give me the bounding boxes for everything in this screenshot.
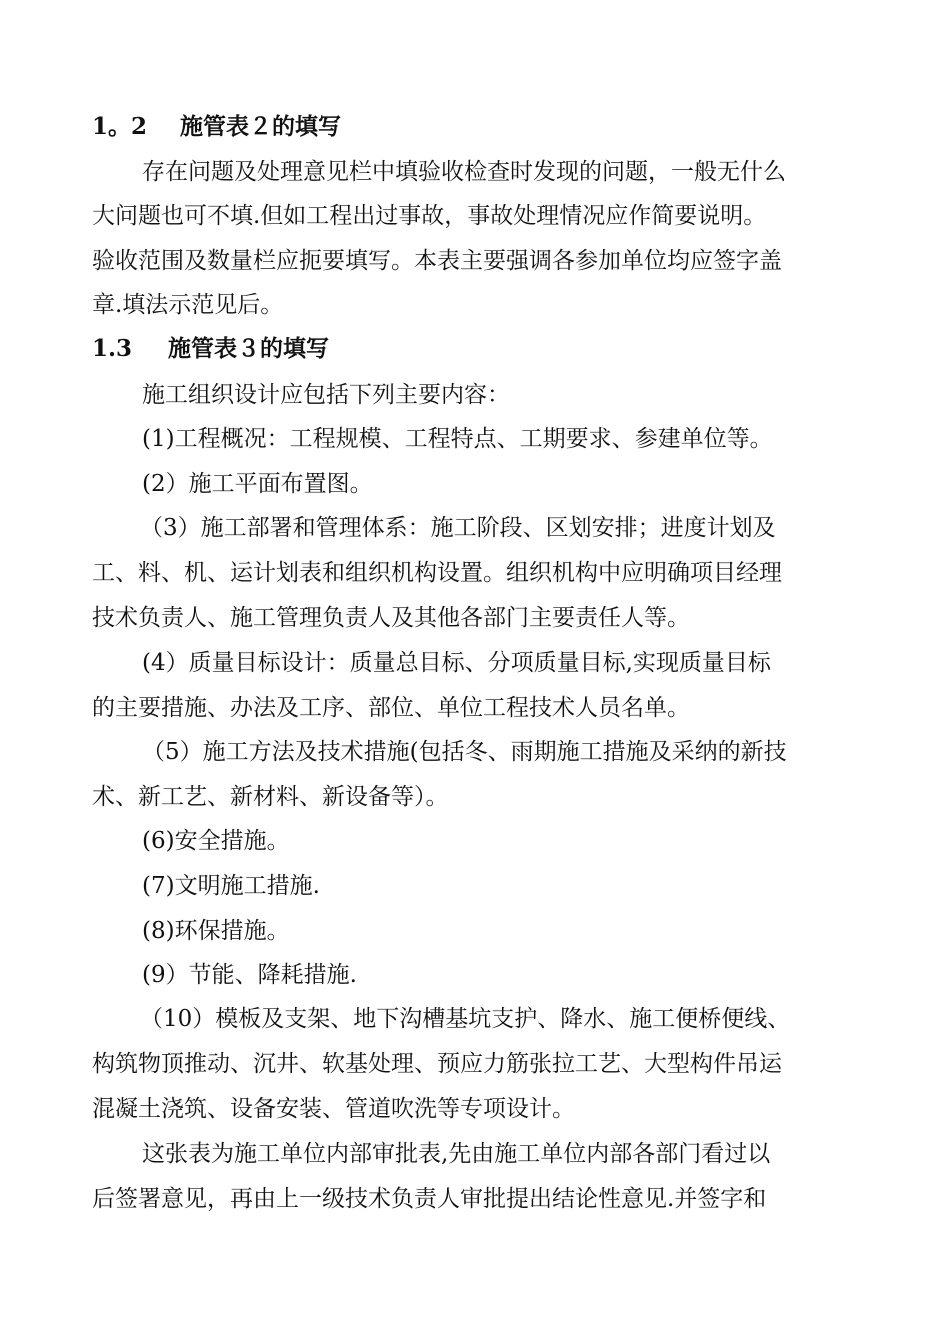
list-item-7: (7)文明施工措施. bbox=[142, 873, 320, 899]
list-item-10: （10）模板及支架、地下沟槽基坑支护、降水、施工便桥便线、 bbox=[140, 1006, 791, 1032]
list-item-2: (2）施工平面布置图。 bbox=[142, 471, 373, 497]
list-item-3-continued: 技术负责人、施工管理负责人及其他各部门主要责任人等。 bbox=[92, 605, 690, 631]
list-item-1: (1)工程概况：工程规模、工程特点、工期要求、参建单位等。 bbox=[142, 426, 773, 452]
section-title: 施管表２的填写 bbox=[180, 113, 341, 140]
paragraph-line: 存在问题及处理意见栏中填验收检查时发现的问题，一般无什么 bbox=[142, 159, 786, 185]
list-item-10-continued: 混凝土浇筑、设备安装、管道吹洗等专项设计。 bbox=[92, 1096, 575, 1122]
closing-paragraph-line: 这张表为施工单位内部审批表,先由施工单位内部各部门看过以 bbox=[142, 1141, 771, 1167]
section-heading-1-3 bbox=[92, 334, 329, 364]
paragraph-line: 大问题也可不填.但如工程出过事故，事故处理情况应作简要说明。 bbox=[92, 203, 767, 229]
list-item-6: (6)安全措施。 bbox=[142, 828, 290, 854]
closing-paragraph-line: 后签署意见，再由上一级技术负责人审批提出结论性意见.并签字和 bbox=[92, 1186, 767, 1212]
list-item-5: （5）施工方法及技术措施(包括冬、雨期施工措施及采纳的新技 bbox=[142, 739, 787, 765]
paragraph-line: 章.填法示范见后。 bbox=[92, 292, 284, 318]
list-item-5-continued: 术、新工艺、新材料、新设备等）。 bbox=[92, 784, 449, 810]
list-item-9: (9）节能、降耗措施. bbox=[142, 962, 357, 988]
section-heading-1-2 bbox=[92, 112, 341, 142]
list-item-8: (8)环保措施。 bbox=[142, 918, 290, 944]
section-number: 1。2 bbox=[92, 113, 148, 140]
paragraph-line: 验收范围及数量栏应扼要填写。本表主要强调各参加单位均应签字盖 bbox=[92, 248, 782, 274]
intro-line: 施工组织设计应包括下列主要内容： bbox=[142, 382, 510, 408]
list-item-4-continued: 的主要措施、办法及工序、部位、单位工程技术人员名单。 bbox=[92, 695, 690, 721]
section-title: 施管表３的填写 bbox=[168, 335, 329, 362]
list-item-4: (4）质量目标设计：质量总目标、分项质量目标,实现质量目标 bbox=[142, 650, 771, 676]
section-number: 1.3 bbox=[92, 335, 133, 362]
list-item-3: （3）施工部署和管理体系：施工阶段、区划安排；进度计划及 bbox=[140, 515, 776, 541]
list-item-3-continued: 工、料、机、运计划表和组织机构设置。组织机构中应明确项目经理 bbox=[92, 560, 782, 586]
list-item-10-continued: 构筑物顶推动、沉井、软基处理、预应力筋张拉工艺、大型构件吊运 bbox=[92, 1051, 782, 1077]
